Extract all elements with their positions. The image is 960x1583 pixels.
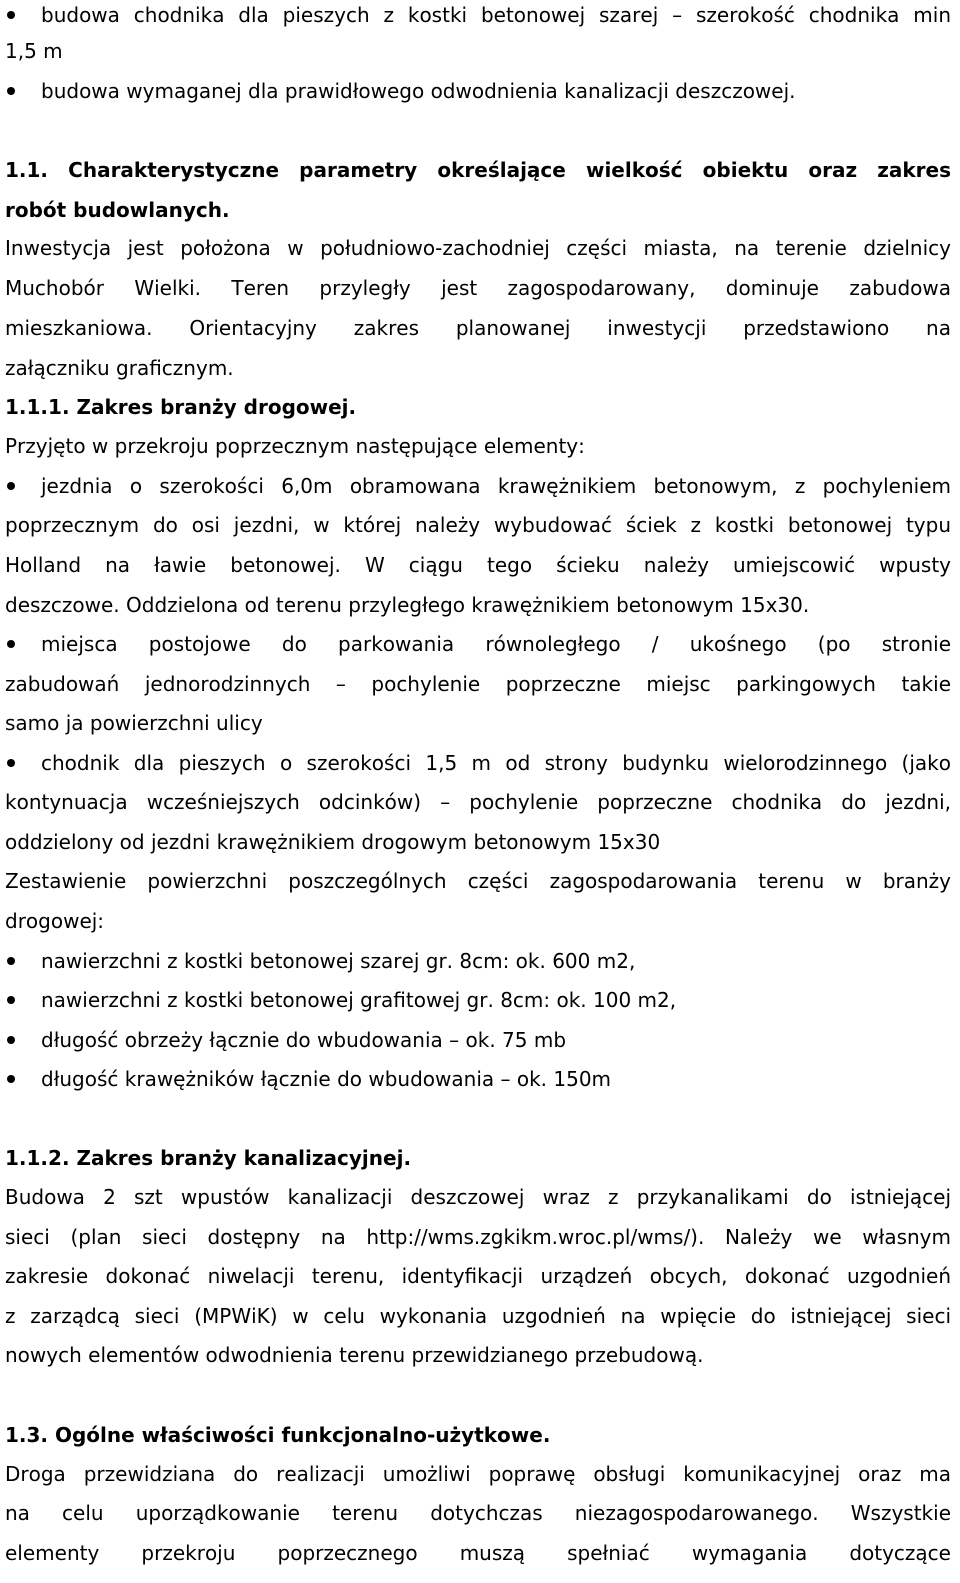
bullet-icon bbox=[7, 87, 15, 95]
text-line: mieszkaniowa. Orientacyjny zakres planowanej inwestycji przedstawiono na bbox=[5, 316, 951, 340]
text-line: budowa chodnika dla pieszych z kostki betonowej szarej – szerokość chodnika min bbox=[41, 3, 951, 27]
text-line: elementy przekroju poprzecznego muszą spełniać wymagania dotyczące bbox=[5, 1541, 951, 1565]
bullet-icon bbox=[7, 1075, 15, 1083]
bullet-icon bbox=[7, 957, 15, 965]
text-line: samo ja powierzchni ulicy bbox=[5, 711, 263, 735]
text-line: oddzielony od jezdni krawężnikiem drogowym betonowym 15x30 bbox=[5, 830, 661, 854]
bullet-icon bbox=[7, 11, 15, 19]
text-line: długość obrzeży łącznie do wbudowania – ok. 75 mb bbox=[41, 1028, 567, 1052]
bullet-icon bbox=[7, 759, 15, 767]
section-heading: 1.1.2. Zakres branży kanalizacyjnej. bbox=[5, 1146, 412, 1170]
text-line: Droga przewidziana do realizacji umożliwi poprawę obsługi komunikacyjnej oraz ma bbox=[5, 1462, 951, 1486]
text-line: 1,5 m bbox=[5, 39, 63, 63]
section-heading: 1.1. Charakterystyczne parametry określające wielkość obiektu oraz zakres bbox=[5, 158, 951, 182]
text-line: Przyjęto w przekroju poprzecznym następujące elementy: bbox=[5, 434, 585, 458]
text-line: zakresie dokonać niwelacji terenu, identyfikacji urządzeń obcych, dokonać uzgodnień bbox=[5, 1264, 951, 1288]
text-line: Muchobór Wielki. Teren przyległy jest zagospodarowany, dominuje zabudowa bbox=[5, 276, 951, 300]
text-line: deszczowe. Oddzielona od terenu przyległego krawężnikiem betonowym 15x30. bbox=[5, 593, 810, 617]
text-line: budowa wymaganej dla prawidłowego odwodnienia kanalizacji deszczowej. bbox=[41, 79, 796, 103]
text-line: drogowej: bbox=[5, 909, 105, 933]
text-line: miejsca postojowe do parkowania równoległego / ukośnego (po stronie bbox=[41, 632, 951, 656]
bullet-icon bbox=[7, 482, 15, 490]
text-line: nowych elementów odwodnienia terenu przewidzianego przebudową. bbox=[5, 1343, 704, 1367]
bullet-icon bbox=[7, 640, 15, 648]
text-line: zabudowań jednorodzinnych – pochylenie poprzeczne miejsc parkingowych takie bbox=[5, 672, 951, 696]
text-line: załączniku graficznym. bbox=[5, 356, 234, 380]
text-line: na celu uporządkowanie terenu dotychczas niezagospodarowanego. Wszystkie bbox=[5, 1501, 951, 1525]
text-line: chodnik dla pieszych o szerokości 1,5 m od strony budynku wielorodzinnego (jako bbox=[41, 751, 951, 775]
text-line: poprzecznym do osi jezdni, w której należy wybudować ściek z kostki betonowej typu bbox=[5, 513, 951, 537]
text-line: nawierzchni z kostki betonowej szarej gr. 8cm: ok. 600 m2, bbox=[41, 949, 636, 973]
section-heading: 1.3. Ogólne właściwości funkcjonalno-użytkowe. bbox=[5, 1423, 551, 1447]
text-line: nawierzchni z kostki betonowej grafitowej gr. 8cm: ok. 100 m2, bbox=[41, 988, 677, 1012]
text-line: Budowa 2 szt wpustów kanalizacji deszczowej wraz z przykanalikami do istniejącej bbox=[5, 1185, 951, 1209]
text-line: jezdnia o szerokości 6,0m obramowana krawężnikiem betonowym, z pochyleniem bbox=[41, 474, 951, 498]
bullet-icon bbox=[7, 996, 15, 1004]
text-line: Inwestycja jest położona w południowo-zachodniej części miasta, na terenie dzielnicy bbox=[5, 236, 951, 260]
text-line: sieci (plan sieci dostępny na http://wms.zgkikm.wroc.pl/wms/). Należy we własnym bbox=[5, 1225, 951, 1249]
bullet-icon bbox=[7, 1036, 15, 1044]
section-heading: 1.1.1. Zakres branży drogowej. bbox=[5, 395, 357, 419]
section-heading: robót budowlanych. bbox=[5, 198, 230, 222]
text-line: długość krawężników łącznie do wbudowania – ok. 150m bbox=[41, 1067, 612, 1091]
text-line: Holland na ławie betonowej. W ciągu tego ścieku należy umiejscowić wpusty bbox=[5, 553, 951, 577]
text-line: z zarządcą sieci (MPWiK) w celu wykonania uzgodnień na wpięcie do istniejącej sieci bbox=[5, 1304, 951, 1328]
text-line: kontynuacja wcześniejszych odcinków) – pochylenie poprzeczne chodnika do jezdni, bbox=[5, 790, 951, 814]
text-line: Zestawienie powierzchni poszczególnych części zagospodarowania terenu w branży bbox=[5, 869, 951, 893]
